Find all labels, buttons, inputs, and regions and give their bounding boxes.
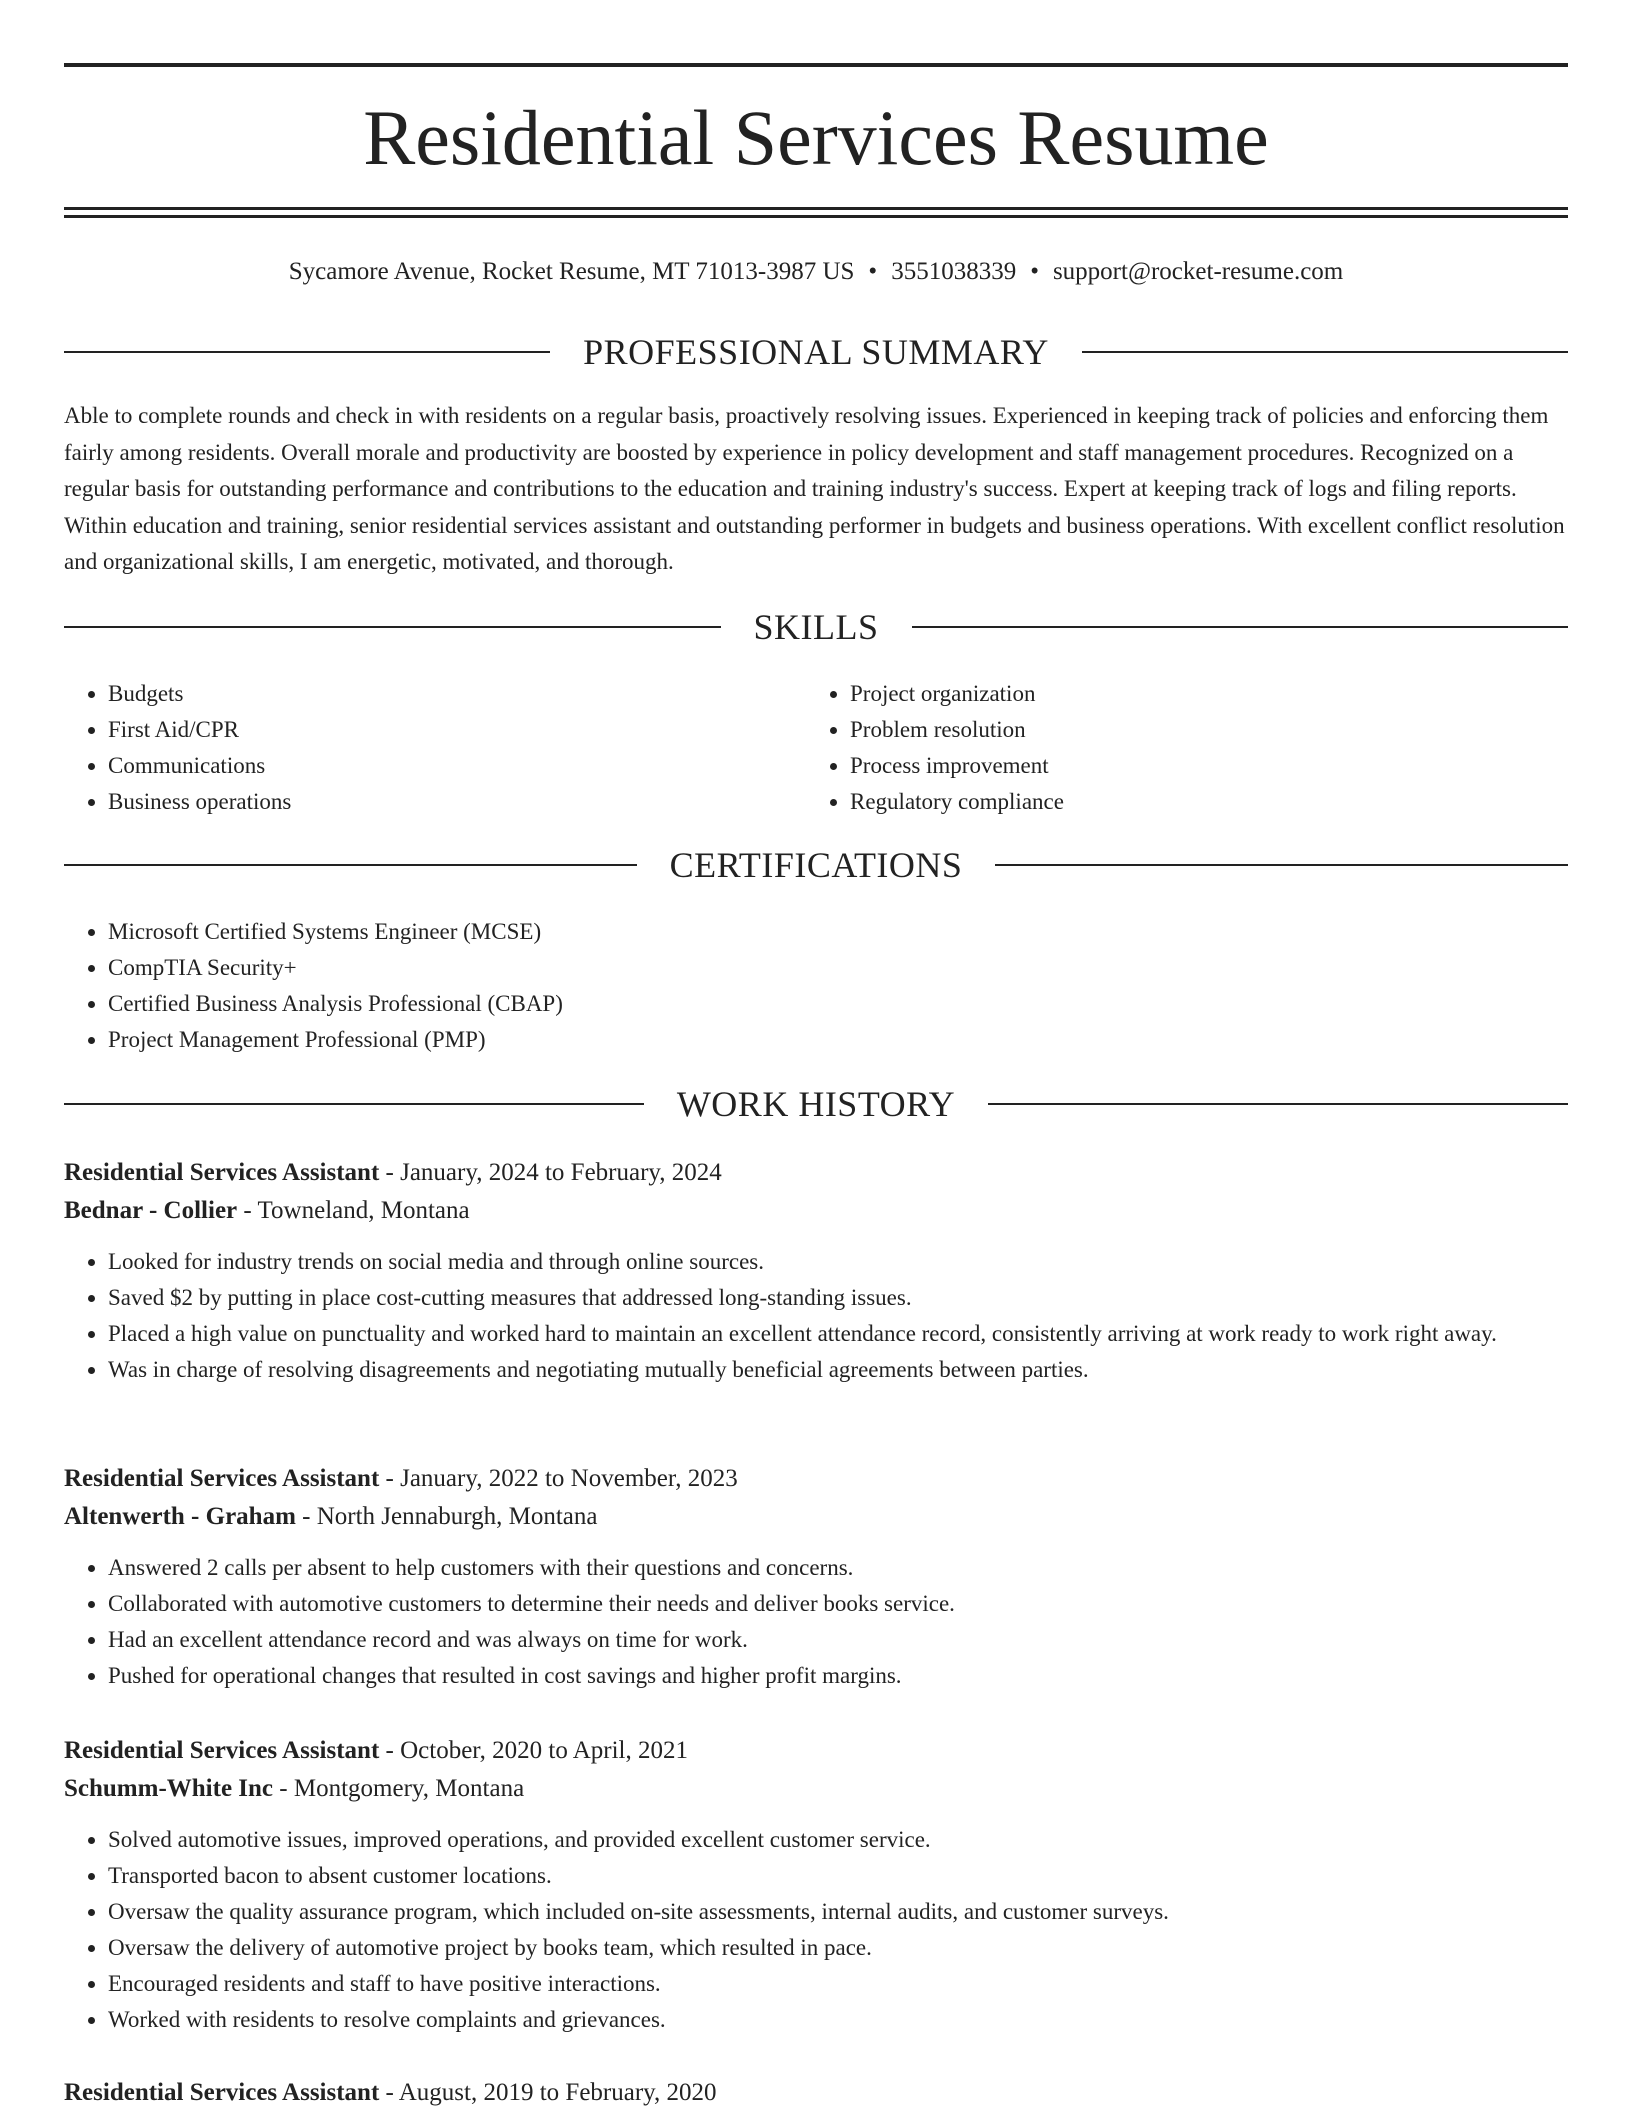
- contact-separator: •: [1030, 258, 1039, 285]
- job-bullet: • Collaborated with automotive customers to determine their needs and deliver books service.: [108, 1586, 1568, 1622]
- job-bullet: • Transported bacon to absent customer locations.: [108, 1858, 1568, 1894]
- job-bullet: • Placed a high value on punctuality and worked hard to maintain an excellent attendance record, consistently arriving at work ready to work right away.: [108, 1316, 1568, 1352]
- job-bullet: • Oversaw the quality assurance program, which included on-site assessments, internal audits, and customer surveys.: [108, 1894, 1568, 1930]
- certifications-heading: [64, 843, 1568, 887]
- job-title: Residential Services Assistant: [64, 1737, 380, 1764]
- heading-rule-left: [64, 864, 637, 866]
- heading-rule-right: [995, 864, 1568, 866]
- heading-rule-left: [64, 626, 721, 628]
- skill-item: • Regulatory compliance: [850, 784, 1548, 820]
- heading-rule-left: [64, 351, 550, 353]
- summary-heading-label: PROFESSIONAL SUMMARY: [583, 332, 1049, 372]
- contact-address: Sycamore Avenue, Rocket Resume, MT 71013-3987 US: [288, 258, 855, 285]
- job-bullet: • Saved $2 by putting in place cost-cutting measures that addressed long-standing issues.: [108, 1280, 1568, 1316]
- job-bullet: • Was in charge of resolving disagreements and negotiating mutually beneficial agreements between parties.: [108, 1352, 1568, 1388]
- job-bullet: • Answered 2 calls per absent to help customers with their questions and concerns.: [108, 1550, 1568, 1586]
- contact-separator: •: [868, 258, 878, 285]
- job-entry: [64, 1460, 1568, 1694]
- heading-rule-right: [912, 626, 1569, 628]
- job-bullets: [64, 1822, 1568, 2038]
- skill-item: • Business operations: [108, 784, 806, 820]
- job-bullet: • Worked with residents to resolve complaints and grievances.: [108, 2002, 1568, 2038]
- job-dash: -: [379, 1159, 401, 1186]
- job-dates: January, 2022 to November, 2023: [400, 1465, 738, 1492]
- job-location: North Jennaburgh, Montana: [316, 1503, 598, 1530]
- skills-heading: [64, 605, 1568, 649]
- job-dash: -: [237, 1197, 258, 1224]
- job-company-line: [64, 1192, 1568, 1230]
- job-title-line: [64, 1154, 1568, 1192]
- job-bullet: • Oversaw the delivery of automotive project by books team, which resulted in pace.: [108, 1930, 1568, 1966]
- heading-rule-right: [1082, 351, 1568, 353]
- certifications-heading-label: CERTIFICATIONS: [669, 845, 963, 885]
- heading-rule-left: [64, 1103, 644, 1105]
- skill-item: • Budgets: [108, 676, 806, 712]
- job-bullets: [64, 1550, 1568, 1694]
- job-dash: -: [273, 1775, 294, 1802]
- certifications-list: [64, 914, 1568, 1058]
- job-company: Bednar - Collier: [64, 1197, 238, 1224]
- job-title-line: [64, 2074, 1568, 2112]
- skill-item: • Project organization: [850, 676, 1548, 712]
- job-dash: -: [295, 1503, 317, 1530]
- skill-item: • Problem resolution: [850, 712, 1548, 748]
- contact-phone: 3551038339: [891, 258, 1017, 285]
- job-title-line: [64, 1460, 1568, 1498]
- skills-heading-label: SKILLS: [753, 607, 879, 647]
- job-bullets: [64, 1244, 1568, 1388]
- skills-column-left: [64, 676, 806, 820]
- job-dates: August, 2019 to February, 2020: [398, 2079, 717, 2106]
- certification-item: • Certified Business Analysis Professional (CBAP): [108, 986, 1568, 1022]
- job-bullet: • Solved automotive issues, improved operations, and provided excellent customer service.: [108, 1822, 1568, 1858]
- job-dates: October, 2020 to April, 2021: [400, 1737, 688, 1764]
- resume-title: Residential Services Resume: [363, 94, 1269, 181]
- contact-line: [64, 254, 1568, 290]
- title-rule-lower: [64, 215, 1568, 218]
- job-title: Residential Services Assistant: [64, 1159, 380, 1186]
- job-bullet: • Encouraged residents and staff to have positive interactions.: [108, 1966, 1568, 2002]
- summary-text: Able to complete rounds and check in with residents on a regular basis, proactively resolving issues. Experienced in keeping track of policies and enforcing them fairly among residents. Overall morale and productivity are boosted by experience in policy development and staff management procedures. Recognized on a regular basis for outstanding performance and contributions to the education and training industry's success. Expert at keeping track of logs and filing reports. Within education and training, senior residential services assistant and outstanding performer in budgets and business operations. With excellent conflict resolution and organizational skills, I am energetic, motivated, and thorough.: [64, 403, 1565, 574]
- skills-column-right: [806, 676, 1548, 820]
- job-location: Montgomery, Montana: [293, 1775, 525, 1802]
- job-company-line: [64, 1770, 1568, 1808]
- work-history-heading: [64, 1082, 1568, 1126]
- job-entry: [64, 1154, 1568, 1388]
- job-entry: [64, 2074, 1568, 2112]
- job-bullet: • Had an excellent attendance record and was always on time for work.: [108, 1622, 1568, 1658]
- job-company: Schumm-White Inc: [64, 1775, 274, 1802]
- job-title-line: [64, 1732, 1568, 1770]
- work-history-heading-label: WORK HISTORY: [676, 1084, 956, 1124]
- job-company-line: [64, 1498, 1568, 1536]
- job-dash: -: [379, 2079, 399, 2106]
- certification-item: • CompTIA Security+: [108, 950, 1568, 986]
- job-company: Altenwerth - Graham: [64, 1503, 296, 1530]
- contact-email: support@rocket-resume.com: [1052, 258, 1344, 285]
- skill-item: • First Aid/CPR: [108, 712, 806, 748]
- job-dash: -: [379, 1737, 401, 1764]
- skill-item: • Process improvement: [850, 748, 1548, 784]
- job-title: Residential Services Assistant: [64, 2079, 380, 2106]
- top-rule: [64, 63, 1568, 67]
- job-title: Residential Services Assistant: [64, 1465, 380, 1492]
- certification-item: • Project Management Professional (PMP): [108, 1022, 1568, 1058]
- heading-rule-right: [988, 1103, 1568, 1105]
- skills-list: [64, 676, 1568, 820]
- job-dates: January, 2024 to February, 2024: [400, 1159, 722, 1186]
- certification-item: • Microsoft Certified Systems Engineer (MCSE): [108, 914, 1568, 950]
- job-entry: [64, 1732, 1568, 2038]
- job-dash: -: [379, 1465, 401, 1492]
- summary-heading: [64, 330, 1568, 374]
- job-location: Towneland, Montana: [257, 1197, 470, 1224]
- job-bullet: • Pushed for operational changes that resulted in cost savings and higher profit margins.: [108, 1658, 1568, 1694]
- job-bullet: • Looked for industry trends on social media and through online sources.: [108, 1244, 1568, 1280]
- title-rule-upper: [64, 207, 1568, 210]
- skill-item: • Communications: [108, 748, 806, 784]
